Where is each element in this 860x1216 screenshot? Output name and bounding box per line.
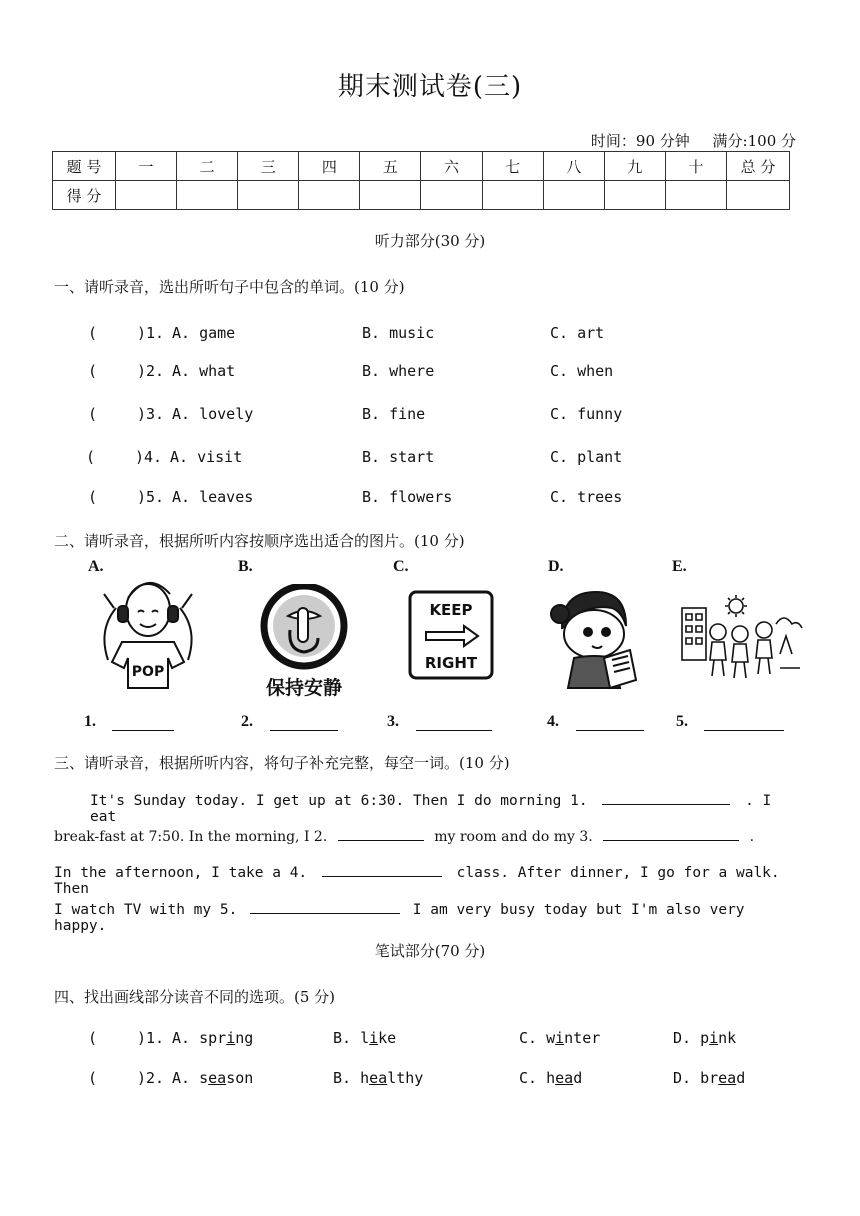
part3-heading: 三、请听录音，根据所听内容，将句子补充完整，每空一词。(10 分) [54, 754, 510, 772]
passage-line-4 [54, 899, 802, 934]
score-cell[interactable] [238, 181, 299, 210]
picture-answer-blank-1[interactable] [112, 718, 174, 731]
underlined-letters: i [555, 1029, 565, 1047]
score-cell[interactable] [727, 181, 790, 210]
question-number: )5. [137, 488, 165, 506]
option-c: C. trees [550, 488, 623, 506]
option-text: C. w [519, 1029, 556, 1047]
answer-paren[interactable]: ( [88, 1069, 98, 1087]
option-a [172, 1029, 253, 1047]
score-header-cell: 七 [482, 152, 543, 181]
passage-text: I am very busy today but I'm also very happy. [54, 902, 745, 934]
score-header-cell: 三 [238, 152, 299, 181]
option-d [673, 1029, 736, 1047]
keep-text: KEEP [429, 601, 473, 619]
picture-letter-c: C. [393, 558, 409, 575]
answer-paren[interactable]: ( [88, 1029, 98, 1047]
option-a: A. what [172, 362, 236, 380]
answer-paren[interactable]: ( [86, 448, 96, 466]
score-cell[interactable] [116, 181, 177, 210]
option-text: nter [564, 1029, 601, 1047]
option-d [673, 1069, 745, 1087]
passage-text: break-fast at 7:50. In the morning, I 2. [54, 829, 328, 845]
score-cell[interactable] [543, 181, 604, 210]
exam-time: 时间：90 分钟 [590, 132, 690, 150]
passage-text: class. After dinner, I go for a walk. Then [54, 865, 780, 897]
girl-reading-image [548, 588, 644, 692]
picture-letter-a: A. [88, 558, 104, 575]
option-c: C. plant [550, 448, 623, 466]
option-text: lthy [387, 1069, 424, 1087]
option-c [519, 1069, 582, 1087]
option-text: nk [718, 1029, 737, 1047]
passage-text: . [749, 829, 755, 845]
score-cell[interactable] [482, 181, 543, 210]
score-cell[interactable] [177, 181, 238, 210]
picture-answer-blank-3[interactable] [416, 718, 492, 731]
option-a: A. leaves [172, 488, 254, 506]
score-header-cell: 总 分 [727, 152, 790, 181]
option-text: d [736, 1069, 746, 1087]
underlined-letters: ea [555, 1069, 574, 1087]
underlined-letters: ea [208, 1069, 227, 1087]
picture-answer-number: 3. [387, 713, 399, 730]
passage-blank-4[interactable] [322, 862, 442, 877]
question-number: )2. [137, 1069, 165, 1087]
keep-quiet-text: 保持安静 [265, 677, 343, 699]
option-a [172, 1069, 253, 1087]
option-b [333, 1069, 423, 1087]
question-number: )3. [137, 405, 165, 423]
picture-answer-number: 4. [547, 713, 559, 730]
option-c: C. funny [550, 405, 623, 423]
question-number: )1. [137, 1029, 165, 1047]
score-header-cell: 六 [421, 152, 482, 181]
score-cell[interactable] [665, 181, 726, 210]
score-header-cell: 十 [665, 152, 726, 181]
score-header-cell: 四 [299, 152, 360, 181]
passage-text: It's Sunday today. I get up at 6:30. Then I do morning 1. [90, 793, 588, 809]
underlined-letters: i [709, 1029, 719, 1047]
score-table-score-row [53, 181, 790, 210]
score-header-cell: 五 [360, 152, 421, 181]
option-text: d [573, 1069, 583, 1087]
picture-letter-d: D. [548, 558, 564, 575]
part4-heading: 四、找出画线部分读音不同的选项。(5 分) [54, 988, 336, 1006]
picture-answer-blank-5[interactable] [704, 718, 784, 731]
option-text: B. h [333, 1069, 370, 1087]
picture-answer-blank-2[interactable] [270, 718, 338, 731]
score-header-cell: 八 [543, 152, 604, 181]
right-text: RIGHT [424, 654, 478, 672]
answer-paren[interactable]: ( [88, 324, 98, 342]
part2-heading: 二、请听录音，根据所听内容按顺序选出适合的图片。(10 分) [54, 532, 465, 550]
question-number: )1. [137, 324, 165, 342]
writing-section-title: 笔试部分(70 分) [374, 942, 486, 960]
option-text: D. p [673, 1029, 710, 1047]
passage-text: . I eat [90, 793, 772, 825]
option-b: B. where [362, 362, 435, 380]
underlined-letters: ea [369, 1069, 388, 1087]
passage-blank-2[interactable] [338, 826, 424, 841]
score-table [52, 151, 790, 210]
option-text: ke [378, 1029, 397, 1047]
option-b: B. start [362, 448, 435, 466]
option-text: A. spr [172, 1029, 227, 1047]
picture-answer-number: 2. [241, 713, 253, 730]
keep-right-sign-image [408, 590, 494, 680]
part1-heading: 一、请听录音，选出所听句子中包含的单词。(10 分) [54, 278, 405, 296]
score-header-cell: 题 号 [53, 152, 116, 181]
passage-text: my room and do my 3. [434, 829, 593, 845]
underlined-letters: i [226, 1029, 236, 1047]
passage-text: In the afternoon, I take a 4. [54, 865, 308, 881]
option-b: B. fine [362, 405, 426, 423]
score-cell[interactable] [604, 181, 665, 210]
option-text: C. h [519, 1069, 556, 1087]
option-text: ng [235, 1029, 254, 1047]
score-cell[interactable] [299, 181, 360, 210]
option-c: C. when [550, 362, 614, 380]
answer-paren[interactable]: ( [88, 362, 98, 380]
question-number: )4. [135, 448, 163, 466]
page-title: 期末测试卷(三) [337, 72, 523, 102]
option-text: B. l [333, 1029, 370, 1047]
listening-section-title: 听力部分(30 分) [374, 232, 486, 250]
score-header-cell: 九 [604, 152, 665, 181]
option-b: B. flowers [362, 488, 453, 506]
score-table-header-row [53, 152, 790, 181]
score-header-cell: 一 [116, 152, 177, 181]
option-text: son [226, 1069, 254, 1087]
option-c [519, 1029, 600, 1047]
option-text: A. s [172, 1069, 209, 1087]
picture-answer-blank-4[interactable] [576, 718, 644, 731]
answer-paren[interactable]: ( [88, 405, 98, 423]
passage-line-3 [54, 862, 802, 897]
option-a: A. visit [170, 448, 243, 466]
question-number: )2. [137, 362, 165, 380]
picture-letter-e: E. [672, 558, 687, 575]
boy-headphones-image [88, 576, 208, 698]
picture-answer-number: 5. [676, 713, 688, 730]
answer-paren[interactable]: ( [88, 488, 98, 506]
passage-line-1 [90, 790, 802, 825]
option-a: A. lovely [172, 405, 254, 423]
underlined-letters: i [369, 1029, 379, 1047]
exam-full-score: 满分:100 分 [712, 132, 796, 150]
option-b: B. music [362, 324, 435, 342]
children-school-image [680, 594, 804, 686]
picture-letter-b: B. [238, 558, 253, 575]
picture-answer-number: 1. [84, 713, 96, 730]
passage-blank-5[interactable] [250, 899, 400, 914]
underlined-letters: ea [718, 1069, 737, 1087]
keep-quiet-sign-image [250, 584, 358, 700]
score-row-label: 得 分 [53, 181, 116, 210]
passage-blank-3[interactable] [603, 826, 739, 841]
passage-blank-1[interactable] [602, 790, 730, 805]
tshirt-text: POP [131, 664, 165, 680]
passage-text: I watch TV with my 5. [54, 902, 238, 918]
exam-meta [573, 130, 796, 151]
option-text: D. br [673, 1069, 719, 1087]
score-cell[interactable] [421, 181, 482, 210]
option-b [333, 1029, 396, 1047]
passage-line-2 [54, 826, 802, 845]
score-cell[interactable] [360, 181, 421, 210]
score-header-cell: 二 [177, 152, 238, 181]
option-a: A. game [172, 324, 236, 342]
option-c: C. art [550, 324, 605, 342]
